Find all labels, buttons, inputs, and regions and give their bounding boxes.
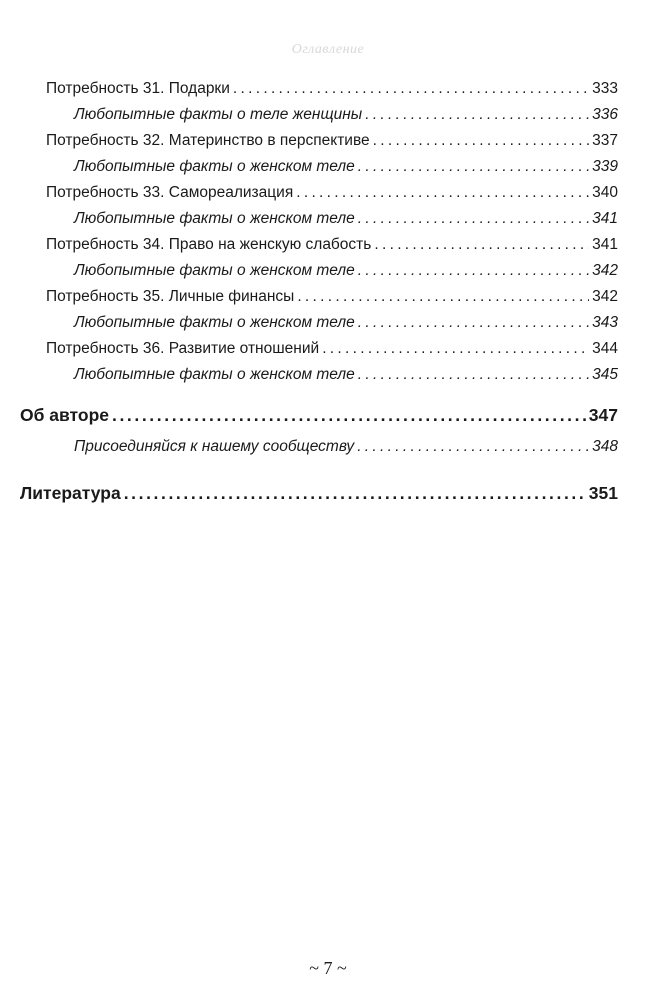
dot-leader <box>357 441 589 457</box>
toc-entry-page: 336 <box>592 106 618 123</box>
toc-entry-title: Любопытные факты о женском теле <box>74 158 355 175</box>
toc-entry-title: Потребность 35. Личные финансы <box>46 288 295 305</box>
toc-entry <box>74 310 618 332</box>
toc-entry-chapter <box>20 478 618 504</box>
toc-entry <box>74 434 618 456</box>
dot-leader <box>112 409 586 427</box>
dot-leader <box>374 239 589 255</box>
toc-entry-title: Потребность 32. Материнство в перспективе <box>46 132 370 149</box>
toc-entry <box>74 154 618 176</box>
toc-entry-page: 340 <box>592 184 618 201</box>
toc-entry-title: Потребность 36. Развитие отношений <box>46 340 320 357</box>
toc-entry-title: Любопытные факты о теле женщины <box>74 106 363 123</box>
toc-entry-title: Любопытные факты о женском теле <box>74 314 355 331</box>
toc-entry-page: 342 <box>592 288 618 305</box>
dot-leader <box>296 187 589 203</box>
toc-entry-title: Любопытные факты о женском теле <box>74 210 355 227</box>
toc-entry-title: Любопытные факты о женском теле <box>74 262 355 279</box>
toc-entry <box>46 76 618 98</box>
dot-leader <box>358 317 589 333</box>
toc-entry-page: 337 <box>592 132 618 149</box>
toc-entry <box>74 102 618 124</box>
toc-entry-title: Любопытные факты о женском теле <box>74 366 355 383</box>
toc-entry-page: 344 <box>592 340 618 357</box>
toc-entry-title: Об авторе <box>20 405 109 425</box>
toc-entry <box>74 362 618 384</box>
toc-entry-chapter <box>20 400 618 426</box>
toc-entry-title: Литература <box>20 483 121 503</box>
dot-leader <box>358 265 589 281</box>
dot-leader <box>233 83 589 99</box>
toc-entry-page: 342 <box>592 262 618 279</box>
toc-entry <box>46 128 618 150</box>
toc-entry-page: 341 <box>592 236 618 253</box>
toc-entry-page: 345 <box>592 366 618 383</box>
dot-leader <box>322 343 589 359</box>
dot-leader <box>358 369 589 385</box>
dot-leader <box>124 487 586 505</box>
toc-entry-title: Потребность 33. Самореализация <box>46 184 294 201</box>
toc-entry-page: 339 <box>592 158 618 175</box>
dot-leader <box>358 213 589 229</box>
dot-leader <box>358 161 589 177</box>
toc-entry-page: 351 <box>588 483 618 503</box>
dot-leader <box>297 291 589 307</box>
toc-entry <box>46 336 618 358</box>
toc-entry <box>46 284 618 306</box>
running-head: Оглавление <box>291 42 365 57</box>
toc-entry-page: 341 <box>592 210 618 227</box>
toc-entry-title: Потребность 31. Подарки <box>46 80 230 97</box>
dot-leader <box>373 135 589 151</box>
page-number: ~ 7 ~ <box>309 958 347 978</box>
toc-entry-page: 347 <box>588 405 618 425</box>
toc-entry <box>46 232 618 254</box>
toc-entry <box>74 206 618 228</box>
toc-entry <box>46 180 618 202</box>
toc-entry-title: Присоединяйся к нашему сообществу <box>74 438 355 455</box>
toc-entry-page: 333 <box>592 80 618 97</box>
toc-entry-page: 348 <box>592 438 618 455</box>
dot-leader <box>365 109 589 125</box>
toc-entry-title: Потребность 34. Право на женскую слабость <box>46 236 372 253</box>
toc-entry <box>74 258 618 280</box>
toc-entry-page: 343 <box>592 314 618 331</box>
